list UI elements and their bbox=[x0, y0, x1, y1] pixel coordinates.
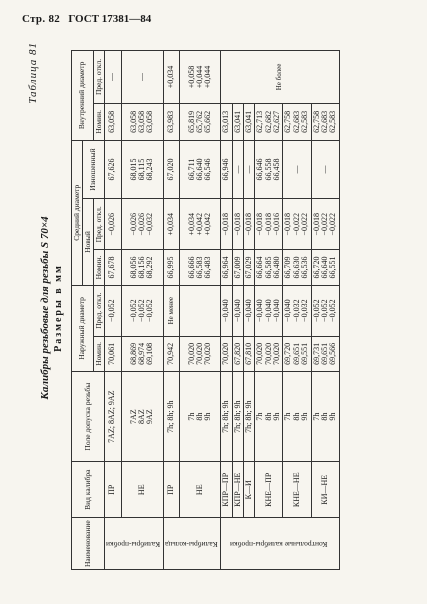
cell-in bbox=[283, 103, 311, 140]
rotated-table-block bbox=[25, 38, 405, 578]
cell-line: −0,040 bbox=[272, 299, 282, 322]
cell-field bbox=[255, 372, 283, 462]
cell-mn: 66,995 bbox=[163, 250, 180, 285]
standard-code: ГОСТ 17381—84 bbox=[68, 13, 152, 25]
cell-line: −0,026 bbox=[128, 213, 138, 236]
table-row bbox=[104, 51, 121, 570]
cell-mw bbox=[180, 140, 221, 199]
cell-line: −0,022 bbox=[291, 213, 301, 236]
cell-mn bbox=[121, 250, 163, 285]
cell-line: −0,052 bbox=[328, 299, 338, 322]
cell-on: 70,061 bbox=[104, 336, 121, 371]
cell-line: 63,058 bbox=[145, 110, 155, 133]
cell-on bbox=[180, 336, 221, 371]
cell-md bbox=[180, 199, 221, 250]
cell-md: −0,026 bbox=[104, 199, 121, 250]
group-label bbox=[163, 518, 220, 570]
cell-on: 70,020 bbox=[221, 336, 232, 371]
cell-in: 63,058 bbox=[104, 103, 121, 140]
cell-md: −0,018 bbox=[221, 199, 232, 250]
cell-mw: — bbox=[311, 140, 339, 199]
cell-line: 62,583 bbox=[300, 110, 310, 133]
cell-line: 9h bbox=[328, 412, 338, 421]
cell-in bbox=[121, 103, 163, 140]
group-label-text: Калибры-пробки bbox=[105, 539, 160, 549]
cell-line: 69,720 bbox=[283, 342, 293, 365]
cell-line: −0,040 bbox=[263, 299, 273, 322]
cell-field: 7h; 8h; 9h bbox=[221, 372, 232, 462]
cell-line: 69,108 bbox=[145, 342, 155, 365]
cell-line: 68,292 bbox=[145, 256, 155, 279]
cell-in bbox=[180, 103, 221, 140]
cell-kind: КНЕ—ПР bbox=[255, 462, 283, 518]
cell-line: 66,666 bbox=[186, 256, 196, 279]
cell-line: 66,551 bbox=[328, 256, 338, 279]
cell-line: 9h bbox=[300, 412, 310, 421]
cell-od: −0,040 bbox=[221, 285, 232, 336]
cell-md bbox=[255, 199, 283, 250]
cell-line: 63,058 bbox=[136, 110, 146, 133]
gauge-table bbox=[71, 50, 340, 570]
col-kind: Вид калибра bbox=[72, 462, 105, 518]
cell-mw: — bbox=[243, 140, 254, 199]
table-row bbox=[221, 51, 232, 570]
cell-line: −0,032 bbox=[300, 299, 310, 322]
cell-id: — bbox=[121, 51, 163, 104]
cell-line: 66,583 bbox=[194, 256, 204, 279]
cell-mn: 67,678 bbox=[104, 250, 121, 285]
col-outer: Наружный диаметр bbox=[72, 285, 94, 371]
cell-od bbox=[311, 285, 339, 336]
cell-line: 7AZ bbox=[128, 409, 138, 424]
cell-line: 68,974 bbox=[136, 342, 146, 365]
group-label-text: Калибры-кольца bbox=[164, 539, 218, 549]
cell-line: −0,052 bbox=[145, 299, 155, 322]
cell-line: 66,720 bbox=[311, 256, 321, 279]
col-name: Наименование bbox=[72, 518, 105, 570]
cell-line: 66,558 bbox=[263, 158, 273, 181]
cell-on bbox=[311, 336, 339, 371]
cell-mn bbox=[311, 250, 339, 285]
cell-line: 8h bbox=[263, 412, 273, 421]
cell-line: 70,020 bbox=[255, 342, 265, 365]
cell-line: 9AZ bbox=[145, 409, 155, 424]
cell-md bbox=[311, 199, 339, 250]
cell-line: 62,713 bbox=[255, 110, 265, 133]
col-inner-dev: Пред. откл. bbox=[93, 51, 104, 104]
cell-in: 63,013 bbox=[221, 103, 232, 140]
cell-line: 70,020 bbox=[194, 342, 204, 365]
cell-line: 7h bbox=[283, 412, 293, 421]
cell-field bbox=[180, 372, 221, 462]
cell-line: 66,480 bbox=[272, 256, 282, 279]
cell-line: 62,583 bbox=[328, 110, 338, 133]
cell-line: 62,627 bbox=[272, 110, 282, 133]
cell-line: −0,022 bbox=[300, 213, 310, 236]
cell-on bbox=[255, 336, 283, 371]
cell-line: 8AZ bbox=[136, 409, 146, 424]
page-header bbox=[22, 13, 412, 29]
cell-line: −0,052 bbox=[311, 299, 321, 322]
cell-line: 66,640 bbox=[320, 256, 330, 279]
cell-on: 70,942 bbox=[163, 336, 180, 371]
cell-line: 68,056 bbox=[128, 256, 138, 279]
cell-kind: ПР bbox=[104, 462, 121, 518]
col-outer-dev: Пред. откл. bbox=[93, 285, 104, 336]
cell-line: +0,044 bbox=[194, 65, 204, 89]
table-row bbox=[180, 51, 221, 570]
cell-in: 63,041 bbox=[232, 103, 243, 140]
cell-field bbox=[283, 372, 311, 462]
col-middle: Средний диаметр bbox=[72, 140, 83, 285]
cell-on bbox=[283, 336, 311, 371]
cell-kind: НЕ bbox=[121, 462, 163, 518]
cell-mn: 67,029 bbox=[243, 250, 254, 285]
group-label-text: Контрольные калибры-пробки bbox=[230, 539, 328, 549]
cell-line: 68,115 bbox=[136, 158, 146, 181]
cell-line: 70,020 bbox=[263, 342, 273, 365]
cell-on: 67,820 bbox=[232, 336, 243, 371]
col-new: Новый bbox=[82, 199, 93, 285]
cell-kind: К—И bbox=[243, 462, 254, 518]
cell-line: 66,640 bbox=[194, 158, 204, 181]
cell-kind: КИ—НЕ bbox=[311, 462, 339, 518]
cell-field bbox=[311, 372, 339, 462]
cell-line: 62,758 bbox=[311, 110, 321, 133]
cell-line: −0,022 bbox=[320, 213, 330, 236]
table-row bbox=[255, 51, 283, 570]
cell-od: −0,052 bbox=[104, 285, 121, 336]
cell-od bbox=[121, 285, 163, 336]
cell-line: 62,758 bbox=[283, 110, 293, 133]
cell-line: 69,731 bbox=[311, 342, 321, 365]
cell-line: 70,020 bbox=[186, 342, 196, 365]
page-number: Стр. 82 bbox=[22, 13, 61, 25]
cell-mn bbox=[255, 250, 283, 285]
cell-in: 63,041 bbox=[243, 103, 254, 140]
cell-id bbox=[180, 51, 221, 104]
cell-mw: 67,020 bbox=[163, 140, 180, 199]
cell-line: 66,458 bbox=[272, 158, 282, 181]
table-row bbox=[163, 51, 180, 570]
cell-line: −0,018 bbox=[311, 213, 321, 236]
cell-line: −0,040 bbox=[283, 299, 293, 322]
cell-line: 62,683 bbox=[291, 110, 301, 133]
cell-line: 66,664 bbox=[255, 256, 265, 279]
cell-in bbox=[255, 103, 283, 140]
cell-line: 68,156 bbox=[136, 256, 146, 279]
cell-line: 62,682 bbox=[263, 110, 273, 133]
cell-mw bbox=[121, 140, 163, 199]
cell-line: 69,566 bbox=[328, 342, 338, 365]
cell-mw: — bbox=[283, 140, 311, 199]
cell-kind: КПР—ПР bbox=[221, 462, 232, 518]
cell-line: 66,483 bbox=[203, 256, 213, 279]
cell-od bbox=[283, 285, 311, 336]
cell-line: 8h bbox=[291, 412, 301, 421]
cell-mn bbox=[283, 250, 311, 285]
cell-field: 7h; 8h; 9h bbox=[232, 372, 243, 462]
cell-line: 8h bbox=[194, 412, 204, 421]
table-title: Калибры резьбовые для резьбы S 70×4 bbox=[39, 216, 51, 400]
cell-field: 7h; 8h; 9h bbox=[243, 372, 254, 462]
cell-field: 7AZ; 8AZ; 9AZ bbox=[104, 372, 121, 462]
table-row bbox=[121, 51, 163, 570]
cell-line: 7h bbox=[186, 412, 196, 421]
cell-md bbox=[121, 199, 163, 250]
cell-md bbox=[283, 199, 311, 250]
cell-line: +0,058 bbox=[186, 65, 196, 89]
cell-line: +0,034 bbox=[186, 213, 196, 236]
cell-md: −0,018 bbox=[232, 199, 243, 250]
cell-in bbox=[311, 103, 339, 140]
col-mid-dev: Пред. откл. bbox=[93, 199, 104, 250]
cell-line: −0,018 bbox=[283, 213, 293, 236]
cell-line: 9h bbox=[203, 412, 213, 421]
cell-field: 7h; 8h; 9h bbox=[163, 372, 180, 462]
cell-kind: КНЕ—НЕ bbox=[283, 462, 311, 518]
table-subtitle: Размеры в мм bbox=[53, 264, 64, 352]
cell-mn: 67,009 bbox=[232, 250, 243, 285]
cell-md: +0,034 bbox=[163, 199, 180, 250]
cell-line: +0,044 bbox=[203, 65, 213, 89]
cell-line: 65,662 bbox=[203, 110, 213, 133]
cell-line: 69,651 bbox=[320, 342, 330, 365]
table-row bbox=[243, 51, 254, 570]
cell-line: 62,683 bbox=[320, 110, 330, 133]
cell-line: −0,022 bbox=[328, 213, 338, 236]
cell-line: 68,869 bbox=[128, 342, 138, 365]
cell-on bbox=[121, 336, 163, 371]
cell-in: 63,983 bbox=[163, 103, 180, 140]
cell-line: +0,042 bbox=[203, 213, 213, 236]
cell-mw: 67,626 bbox=[104, 140, 121, 199]
cell-kind: КПР—НЕ bbox=[232, 462, 243, 518]
table-row bbox=[232, 51, 243, 570]
cell-line: 7h bbox=[255, 412, 265, 421]
cell-line: 9h bbox=[272, 412, 282, 421]
cell-line: 66,709 bbox=[283, 256, 293, 279]
cell-line: −0,052 bbox=[128, 299, 138, 322]
cell-od bbox=[255, 285, 283, 336]
cell-od bbox=[180, 285, 221, 336]
group-label bbox=[221, 518, 340, 570]
cell-line: 69,651 bbox=[291, 342, 301, 365]
cell-mw: 66,946 bbox=[221, 140, 232, 199]
cell-line: 65,819 bbox=[186, 110, 196, 133]
col-inner-nom: Номин. bbox=[93, 103, 104, 140]
cell-line: 68,015 bbox=[128, 158, 138, 181]
cell-line: 8h bbox=[320, 412, 330, 421]
cell-line: 66,546 bbox=[203, 158, 213, 181]
cell-note: Не менее bbox=[163, 285, 180, 336]
cell-line: 7h bbox=[311, 412, 321, 421]
cell-line: −0,016 bbox=[272, 213, 282, 236]
cell-kind: ПР bbox=[163, 462, 180, 518]
cell-od: −0,040 bbox=[232, 285, 243, 336]
col-inner: Внутренний диаметр bbox=[72, 51, 94, 141]
cell-line: −0,018 bbox=[263, 213, 273, 236]
cell-line: −0,052 bbox=[320, 299, 330, 322]
cell-line: 68,243 bbox=[145, 158, 155, 181]
cell-on: 67,810 bbox=[243, 336, 254, 371]
cell-line: 65,762 bbox=[194, 110, 204, 133]
table-body bbox=[104, 51, 339, 570]
cell-mw: — bbox=[232, 140, 243, 199]
cell-line: −0,018 bbox=[255, 213, 265, 236]
table-row bbox=[283, 51, 311, 570]
cell-line: 69,551 bbox=[300, 342, 310, 365]
cell-id: +0,034 bbox=[163, 51, 180, 104]
cell-line: 70,020 bbox=[272, 342, 282, 365]
group-label bbox=[104, 518, 163, 570]
cell-md: −0,018 bbox=[243, 199, 254, 250]
col-field: Поле допуска резьбы bbox=[72, 372, 105, 462]
cell-note: Не более bbox=[221, 51, 340, 104]
cell-line: 66,536 bbox=[300, 256, 310, 279]
cell-line: 66,711 bbox=[186, 158, 196, 181]
cell-id: — bbox=[104, 51, 121, 104]
table-row bbox=[311, 51, 339, 570]
cell-kind: НЕ bbox=[180, 462, 221, 518]
cell-mn: 66,964 bbox=[221, 250, 232, 285]
cell-line: +0,042 bbox=[194, 213, 204, 236]
cell-line: −0,040 bbox=[255, 299, 265, 322]
col-outer-nom: Номин. bbox=[93, 336, 104, 371]
cell-line: −0,026 bbox=[136, 213, 146, 236]
cell-field bbox=[121, 372, 163, 462]
cell-line: 66,646 bbox=[255, 158, 265, 181]
cell-od: −0,040 bbox=[243, 285, 254, 336]
cell-line: −0,032 bbox=[145, 213, 155, 236]
cell-line: −0,052 bbox=[136, 299, 146, 322]
cell-line: 66,585 bbox=[263, 256, 273, 279]
cell-line: 63,058 bbox=[128, 110, 138, 133]
col-worn: Изношенный bbox=[82, 140, 104, 199]
cell-line: −0,032 bbox=[291, 299, 301, 322]
cell-line: 66,630 bbox=[291, 256, 301, 279]
table-label: Таблица 81 bbox=[27, 42, 39, 104]
cell-line: 70,020 bbox=[203, 342, 213, 365]
col-mid-nom: Номин. bbox=[93, 250, 104, 285]
cell-mn bbox=[180, 250, 221, 285]
cell-mw bbox=[255, 140, 283, 199]
